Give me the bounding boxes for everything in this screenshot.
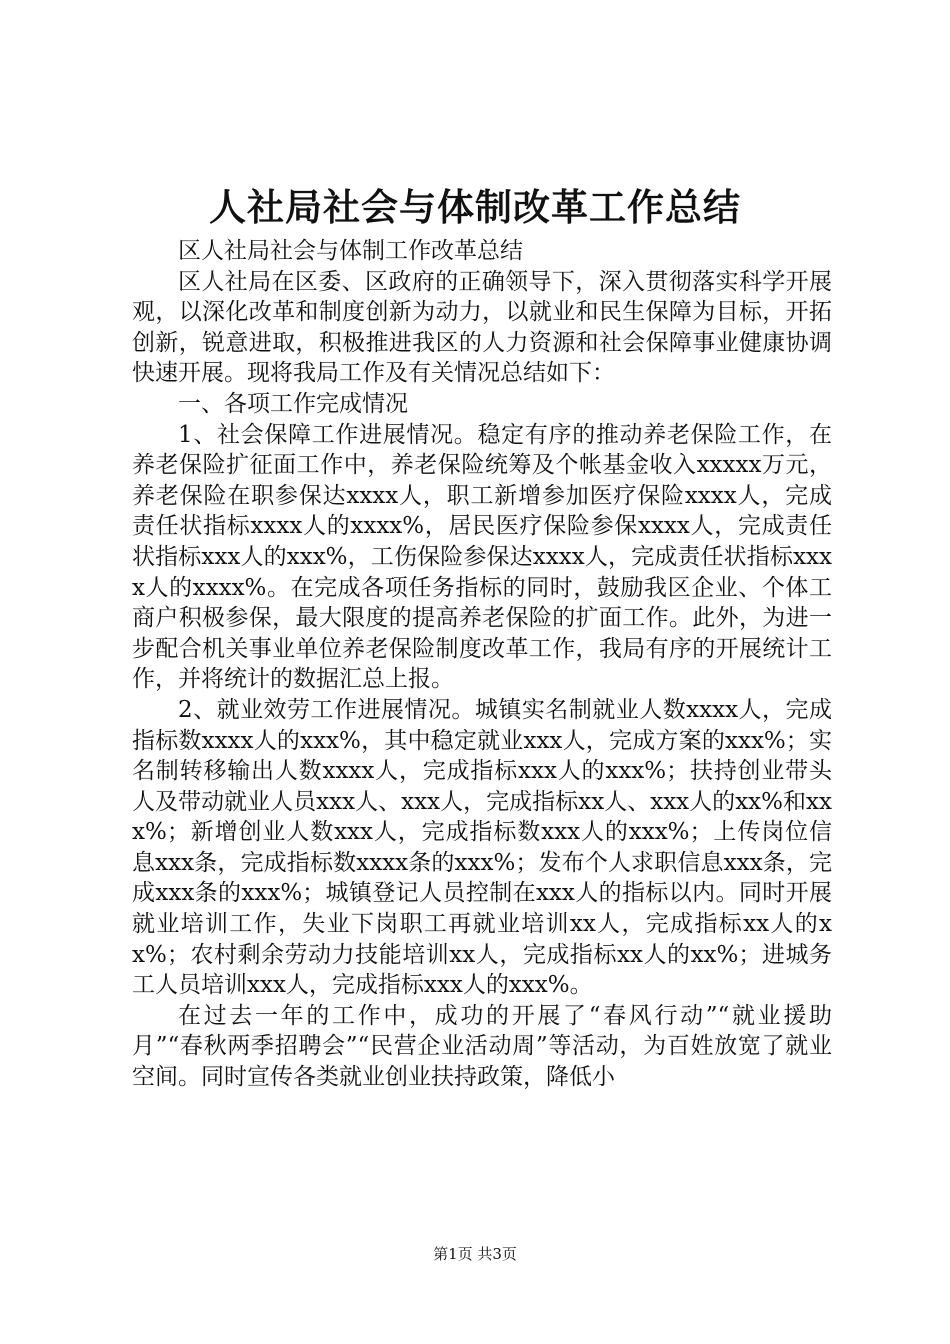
subtitle-paragraph: 区人社局社会与体制工作改革总结	[178, 238, 523, 264]
page-footer: 第1页 共3页	[433, 1245, 517, 1263]
social-security-paragraph: 1、社会保障工作进展情况。稳定有序的推动养老保险工作，在养老保险扩征面工作中，养老保险统筹及个帐基金收入xxxxx万元，养老保险在职参保达xxxx人，职工新增参加医疗保险xxxx人，完成责任状指标xxxx人的xxxx%，居民医疗保险参保xxxx人，完成责任状指标xxx人的xxx%，工伤保险参保达xxxx人，完成责任状指标xxxx人的xxxx%。在完成各项任务指标的同时，鼓励我区企业、个体工商户积极参保，最大限度的提高养老保险的扩面工作。此外，为进一步配合机关事业单位养老保险制度改革工作，我局有序的开展统计工作，并将统计的数据汇总上报。	[132, 421, 832, 693]
intro-paragraph: 区人社局在区委、区政府的正确领导下，深入贯彻落实科学开展观，以深化改革和制度创新为动力，以就业和民生保障为目标，开拓创新，锐意进取，积极推进我区的人力资源和社会保障事业健康协调快速开展。现将我局工作及有关情况总结如下：	[132, 268, 832, 387]
page-title: 人社局社会与体制改革工作总结	[209, 185, 741, 229]
employment-service-paragraph: 2、就业效劳工作进展情况。城镇实名制就业人数xxxx人，完成指标数xxxx人的xxx%，其中稳定就业xxx人，完成方案的xxx%；实名制转移输出人数xxxx人，完成指标xxx人的xxx%；扶持创业带头人及带动就业人员xxx人、xxx人，完成指标xx人、xxx人的xx%和xxx%；新增创业人数xxx人，完成指标数xxx人的xxx%；上传岗位信息xxx条，完成指标数xxxx条的xxx%；发布个人求职信息xxx条，完成xxx条的xxx%；城镇登记人员控制在xxx人的指标以内。同时开展就业培训工作，失业下岗职工再就业培训xx人，完成指标xx人的xx%；农村剩余劳动力技能培训xx人，完成指标xx人的xx%；进城务工人员培训xxx人，完成指标xxx人的xxx%。	[132, 696, 832, 999]
section-heading: 一、各项工作完成情况	[178, 390, 408, 417]
activities-paragraph: 在过去一年的工作中，成功的开展了“春风行动”“就业援助月”“春秋两季招聘会”“民营企业活动周”等活动，为百姓放宽了就业空间。同时宣传各类就业创业扶持政策，降低小	[132, 1002, 832, 1091]
document-body	[132, 236, 832, 1093]
